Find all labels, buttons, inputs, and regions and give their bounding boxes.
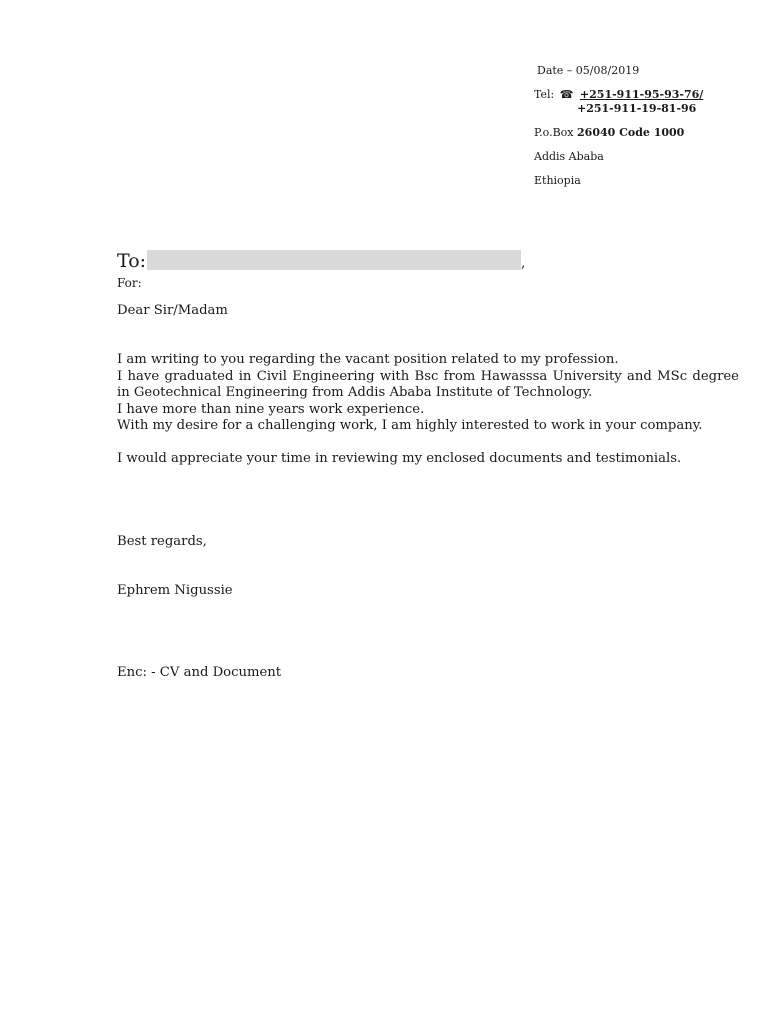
sender-address-block: [534, 64, 754, 188]
telephone-primary: +251-911-95-93-76: [579, 88, 700, 101]
telephone-line: [534, 88, 754, 102]
po-box-line: [534, 126, 754, 140]
body-paragraph: I have more than nine years work experience.: [117, 401, 425, 417]
body-paragraph: With my desire for a challenging work, I am highly interested to work in your company.: [117, 418, 703, 433]
letter-date: Date – 05/08/2019: [537, 64, 640, 77]
sender-city: Addis Ababa: [534, 150, 604, 163]
to-label: To:: [117, 250, 147, 272]
sender-country: Ethiopia: [534, 174, 581, 187]
letter-body: [117, 352, 739, 467]
recipient-comma: ,: [521, 255, 526, 271]
recipient-line: [117, 250, 526, 274]
body-paragraph: I would appreciate your time in reviewing my enclosed documents and testimonials.: [117, 450, 682, 466]
signature-name: Ephrem Nigussie: [117, 583, 233, 598]
salutation: Dear Sir/Madam: [117, 303, 228, 318]
redacted-recipient: [147, 250, 521, 270]
po-box-label: P.o.Box: [534, 126, 574, 139]
closing: Best regards,: [117, 534, 207, 549]
telephone-secondary: +251-911-19-81-96: [577, 102, 697, 115]
body-paragraph: I have graduated in Civil Engineering with Bsc from Hawasssa University and MSc degree in Geotechnical Engineering from Addis Ababa Institute of Technology.: [117, 368, 739, 400]
body-paragraph: I am writing to you regarding the vacant position related to my profession.: [117, 352, 619, 367]
enclosure-note: Enc: - CV and Document: [117, 665, 282, 680]
for-label: For:: [117, 276, 142, 290]
telephone-separator: /: [699, 88, 704, 101]
telephone-label: Tel:: [534, 88, 555, 101]
telephone-icon: ☎: [559, 88, 574, 101]
po-box-value: 26040 Code 1000: [577, 126, 685, 139]
